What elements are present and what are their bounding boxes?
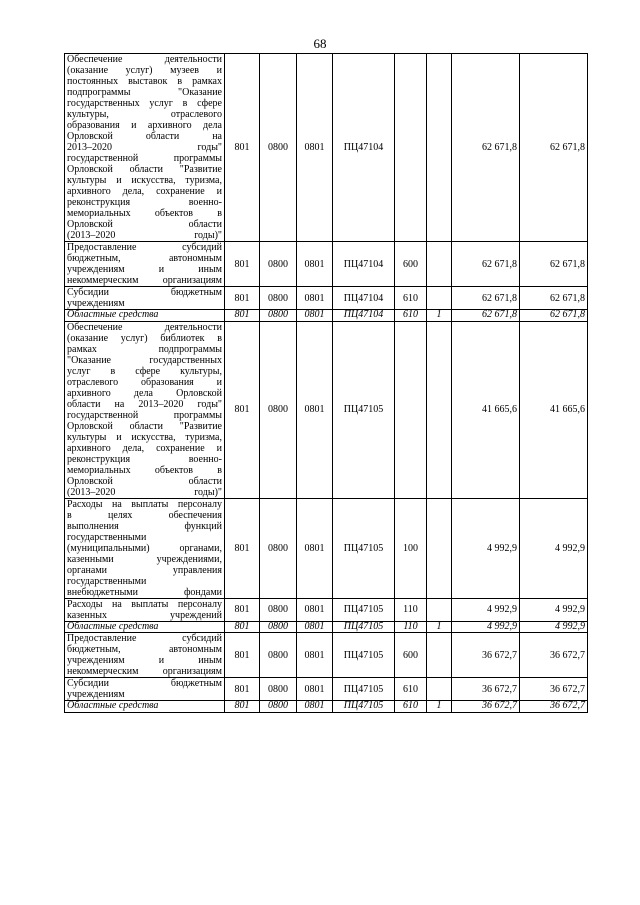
description-line: бюджетным, автономным [67, 644, 222, 655]
section-code-cell: 0800 [260, 321, 297, 498]
amount-total-cell: 36 672,7 [520, 633, 588, 678]
description-line: (2013–2020 годы)" [67, 230, 222, 241]
subsection-code-cell: 0801 [297, 321, 333, 498]
description-line: Расходы на выплаты персоналу [67, 498, 222, 510]
description-line: Орловской области на [67, 131, 222, 142]
description-line: учреждениям [67, 689, 125, 700]
table-row [65, 321, 588, 498]
description-line: казенных учреждений [67, 609, 222, 621]
source-code-cell [427, 598, 452, 621]
description-line: выполнения функций [67, 520, 222, 532]
description-line: внебюджетными фондами [67, 586, 222, 598]
row-description [65, 633, 225, 678]
description-line: (оказание услуг) музеев и [67, 65, 222, 76]
row-description [65, 701, 225, 713]
description-line: Предоставление субсидий [67, 633, 222, 644]
description-line: (оказание услуг) библиотек в [67, 332, 222, 344]
target-article-cell: ПЦ47104 [333, 287, 395, 310]
amount-cell: 62 671,8 [452, 310, 520, 322]
amount-total-cell: 36 672,7 [520, 701, 588, 713]
gov-code-cell: 801 [225, 287, 260, 310]
description-line: Субсидии бюджетным [67, 678, 222, 689]
gov-code-cell: 801 [225, 598, 260, 621]
description-line: постоянных выставок в рамках [67, 76, 222, 87]
amount-cell: 62 671,8 [452, 54, 520, 242]
target-article-cell: ПЦ47105 [333, 598, 395, 621]
row-description [65, 598, 225, 621]
source-code-cell: 1 [427, 701, 452, 713]
description-line: государственных услуг в сфере [67, 98, 222, 109]
expense-type-cell [395, 321, 427, 498]
amount-cell: 41 665,6 [452, 321, 520, 498]
subsection-code-cell: 0801 [297, 498, 333, 598]
section-code-cell: 0800 [260, 701, 297, 713]
description-line: Обеспечение деятельности [67, 54, 222, 65]
description-line: Областные средства [67, 620, 159, 632]
description-line: государственной программы [67, 409, 222, 421]
regional-funds-row [65, 621, 588, 633]
description-line: Расходы на выплаты персоналу [67, 598, 222, 610]
description-line: учреждениям [67, 298, 125, 309]
amount-cell: 62 671,8 [452, 287, 520, 310]
expense-type-cell: 600 [395, 242, 427, 287]
description-line: казенными учреждениями, [67, 553, 222, 565]
amount-cell: 36 672,7 [452, 701, 520, 713]
description-line: архивного дела Орловской [67, 387, 222, 399]
source-code-cell: 1 [427, 621, 452, 633]
expense-type-cell [395, 54, 427, 242]
amount-total-cell: 62 671,8 [520, 310, 588, 322]
target-article-cell: ПЦ47105 [333, 701, 395, 713]
section-code-cell: 0800 [260, 54, 297, 242]
budget-table [64, 53, 588, 713]
section-code-cell: 0800 [260, 621, 297, 633]
source-code-cell [427, 54, 452, 242]
subsection-code-cell: 0801 [297, 633, 333, 678]
description-line: Обеспечение деятельности [67, 321, 222, 333]
amount-total-cell: 4 992,9 [520, 498, 588, 598]
table-row [65, 678, 588, 701]
subsection-code-cell: 0801 [297, 54, 333, 242]
source-code-cell [427, 321, 452, 498]
gov-code-cell: 801 [225, 54, 260, 242]
description-line: рамках подпрограммы [67, 343, 222, 355]
expense-type-cell: 610 [395, 287, 427, 310]
table-row [65, 54, 588, 242]
description-line: бюджетным, автономным [67, 253, 222, 264]
subsection-code-cell: 0801 [297, 701, 333, 713]
subsection-code-cell: 0801 [297, 310, 333, 322]
target-article-cell: ПЦ47105 [333, 678, 395, 701]
source-code-cell [427, 242, 452, 287]
section-code-cell: 0800 [260, 598, 297, 621]
description-line: культуры и искусства, туризма, [67, 175, 222, 186]
description-line: некоммерческим организациям [67, 275, 222, 286]
description-line: архивного дела, сохранение и [67, 186, 222, 197]
description-line: в целях обеспечения [67, 509, 222, 521]
description-line: подпрограммы "Оказание [67, 87, 222, 98]
source-code-cell [427, 678, 452, 701]
description-line: реконструкция военно- [67, 197, 222, 208]
row-description [65, 242, 225, 287]
target-article-cell: ПЦ47104 [333, 54, 395, 242]
target-article-cell: ПЦ47104 [333, 310, 395, 322]
expense-type-cell: 100 [395, 498, 427, 598]
source-code-cell: 1 [427, 310, 452, 322]
expense-type-cell: 610 [395, 678, 427, 701]
amount-total-cell: 62 671,8 [520, 54, 588, 242]
section-code-cell: 0800 [260, 678, 297, 701]
section-code-cell: 0800 [260, 310, 297, 322]
source-code-cell [427, 287, 452, 310]
description-line: 2013–2020 годы" [67, 142, 222, 153]
table-row [65, 598, 588, 621]
amount-total-cell: 36 672,7 [520, 678, 588, 701]
subsection-code-cell: 0801 [297, 598, 333, 621]
section-code-cell: 0800 [260, 242, 297, 287]
description-line: Областные средства [67, 309, 159, 320]
description-line: образования и архивного дела [67, 120, 222, 131]
row-description [65, 54, 225, 242]
expense-type-cell: 610 [395, 310, 427, 322]
gov-code-cell: 801 [225, 621, 260, 633]
amount-cell: 4 992,9 [452, 498, 520, 598]
description-line: отраслевого образования и [67, 376, 222, 388]
subsection-code-cell: 0801 [297, 242, 333, 287]
gov-code-cell: 801 [225, 498, 260, 598]
description-line: области на 2013–2020 годы" [67, 398, 222, 410]
subsection-code-cell: 0801 [297, 621, 333, 633]
description-line: Орловской области [67, 219, 222, 230]
description-line: органами управления [67, 564, 222, 576]
expense-type-cell: 110 [395, 621, 427, 633]
description-line: архивного дела, сохранение и [67, 442, 222, 454]
section-code-cell: 0800 [260, 287, 297, 310]
section-code-cell: 0800 [260, 498, 297, 598]
target-article-cell: ПЦ47105 [333, 621, 395, 633]
amount-total-cell: 4 992,9 [520, 598, 588, 621]
section-code-cell: 0800 [260, 633, 297, 678]
page-number: 68 [313, 36, 327, 51]
description-line: учреждениям и иным [67, 655, 222, 666]
description-line: государственными [67, 531, 147, 543]
gov-code-cell: 801 [225, 633, 260, 678]
description-line: Орловской области [67, 475, 222, 487]
description-line: культуры, отраслевого [67, 109, 222, 120]
amount-total-cell: 62 671,8 [520, 287, 588, 310]
expense-type-cell: 600 [395, 633, 427, 678]
description-line: "Оказание государственных [67, 354, 222, 366]
amount-cell: 4 992,9 [452, 621, 520, 633]
regional-funds-row [65, 310, 588, 322]
gov-code-cell: 801 [225, 310, 260, 322]
row-description [65, 498, 225, 598]
amount-total-cell: 4 992,9 [520, 621, 588, 633]
description-line: мемориальных объектов в [67, 464, 222, 476]
description-line: мемориальных объектов в [67, 208, 222, 219]
description-line: государственной программы [67, 153, 222, 164]
description-line: культуры и искусства, туризма, [67, 431, 222, 443]
table-row [65, 633, 588, 678]
amount-cell: 36 672,7 [452, 678, 520, 701]
gov-code-cell: 801 [225, 678, 260, 701]
row-description [65, 621, 225, 633]
gov-code-cell: 801 [225, 242, 260, 287]
description-line: учреждениям и иным [67, 264, 222, 275]
table-row [65, 242, 588, 287]
amount-total-cell: 62 671,8 [520, 242, 588, 287]
source-code-cell [427, 498, 452, 598]
amount-total-cell: 41 665,6 [520, 321, 588, 498]
description-line: (муниципальными) органами, [67, 542, 222, 554]
amount-cell: 4 992,9 [452, 598, 520, 621]
description-line: Областные средства [67, 700, 159, 711]
subsection-code-cell: 0801 [297, 678, 333, 701]
regional-funds-row [65, 701, 588, 713]
row-description [65, 310, 225, 322]
target-article-cell: ПЦ47104 [333, 242, 395, 287]
description-line: Предоставление субсидий [67, 242, 222, 253]
description-line: Орловской области "Развитие [67, 164, 222, 175]
description-line: услуг в сфере культуры, [67, 365, 222, 377]
target-article-cell: ПЦ47105 [333, 321, 395, 498]
target-article-cell: ПЦ47105 [333, 633, 395, 678]
description-line: Субсидии бюджетным [67, 287, 222, 298]
table-row [65, 287, 588, 310]
row-description [65, 321, 225, 498]
gov-code-cell: 801 [225, 321, 260, 498]
source-code-cell [427, 633, 452, 678]
amount-cell: 36 672,7 [452, 633, 520, 678]
amount-cell: 62 671,8 [452, 242, 520, 287]
target-article-cell: ПЦ47105 [333, 498, 395, 598]
subsection-code-cell: 0801 [297, 287, 333, 310]
row-description [65, 287, 225, 310]
description-line: Орловской области "Развитие [67, 420, 222, 432]
description-line: государственными [67, 575, 147, 587]
row-description [65, 678, 225, 701]
table-row [65, 498, 588, 598]
expense-type-cell: 110 [395, 598, 427, 621]
expense-type-cell: 610 [395, 701, 427, 713]
description-line: реконструкция военно- [67, 453, 222, 465]
gov-code-cell: 801 [225, 701, 260, 713]
description-line: некоммерческим организациям [67, 666, 222, 677]
description-line: (2013–2020 годы)" [67, 486, 222, 498]
